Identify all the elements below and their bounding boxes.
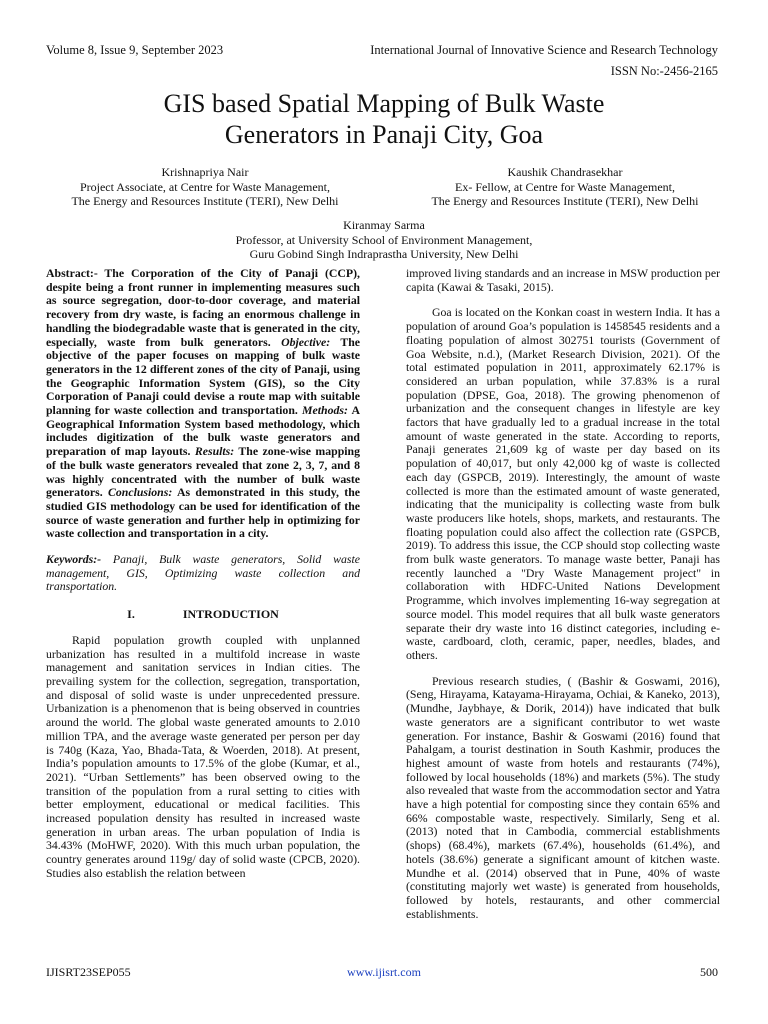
author-affiliation: Project Associate, at Centre for Waste Management, <box>79 179 331 194</box>
keywords <box>46 553 360 594</box>
objective-text: The objective of the paper focuses on mapping of bulk waste generators in the 12 different zones of the city of Panaji, using the Geographic Information System (GIS), so the City Corporation of Panaji could devise a route map with suitable planning for waste collection and transportation. <box>46 334 360 418</box>
continued-paragraph: improved living standards and an increase in MSW production per capita (Kawai & Tasaki, 2015). <box>406 266 720 294</box>
abstract <box>46 267 360 541</box>
author-affiliation: Ex- Fellow, at Centre for Waste Management, <box>455 179 675 194</box>
previous-research-paragraph: Previous research studies, ( (Bashir & Goswami, 2016), (Seng, Hirayama, Katayama-Hirayama, Ochiai, & Kaneko, 2013), (Mundhe, Jaybhaye, & Dorik, 2014)) have indicated that bulk waste generators are a significant contributor to wet waste generation. For instance, Bashir & Goswami (2016) found that Pahalgam, a tourist destination in South Kashmir, produces the highest amount of waste from hotels and restaurants (74%), followed by local households (18%) and markets (5%). The study also revealed that waste from the accommodation sector and Yatra have a high potential for composting since they contain 65% and 66% compostable waste, respectively. Similarly, Seng et al. (2013) noted that in Cambodia, commercial establishments (shops) (68.4%), markets (67.4%), households (61.4%), and hotels (38.6%) generate a significant amount of kitchen waste. Mundhe et al. (2014) observed that in Pune, 40% of waste (constituting majorly wet waste) is generated from households, followed by hotels, restaurants, and other commercial establishments. <box>406 673 720 921</box>
methods-label: Methods: <box>302 403 348 418</box>
journal-url-link[interactable]: www.ijisrt.com <box>347 965 421 979</box>
objective-label: Objective: <box>281 334 331 349</box>
results-label: Results: <box>194 444 235 459</box>
abstract-lead: Abstract:- The Corporation of the City of Panaji (CCP), despite being a front runner in implementing measures such as source segregation, door-to-door coverage, and material recovery from dry waste, is facing an enormous challenge in handling the biodegradable waste that is generated in the city, especially, waste from bulk generators. <box>46 266 360 349</box>
intro-paragraph: Rapid population growth coupled with unplanned urbanization has resulted in a multifold increase in waste management and sanitation services in Indian cities. The prevailing system for the collection, segregation, transportation, and disposal of solid waste is under unprecedented pressure. Urbanization is a phenomenon that is being observed in countries around the world. The global waste generated amounts to 2.010 million TPA, and the average waste generated per person per day is 740g (Kaza, Yao, Bhada-Tata, & Woerden, 2018). At present, India’s population amounts to 17.5% of the globe (Kumar, et al., 2021). “Urban Settlements” has been observed owing to the transition of the population from a rural setting to cities with better employment, educational or medical facilities. This increased population density has resulted in increased waste generation in urban areas. The urban population of India is 34.43% (MoHWF, 2020). With this much urban population, the country generates around 119g/ day of solid waste (CPCB, 2020). Studies also establish the relation between <box>46 632 360 880</box>
journal-name: International Journal of Innovative Science and Research Technology <box>370 43 718 57</box>
conclusions-text: As demonstrated in this study, the studied GIS methodology can be used for identification of the source of waste generation and further help in optimizing for waste collection and transportation in a city. <box>46 485 360 541</box>
page-number: 500 <box>700 965 718 979</box>
author-3 <box>184 218 584 262</box>
title-line-1: GIS based Spatial Mapping of Bulk Waste <box>163 89 605 118</box>
section-title: INTRODUCTION <box>182 607 279 622</box>
author-name: Krishnapriya Nair <box>161 165 249 179</box>
author-2 <box>400 165 730 209</box>
author-1 <box>40 165 370 209</box>
article-code: IJISRT23SEP055 <box>46 965 131 979</box>
section-number: I. <box>127 607 135 622</box>
author-affiliation: The Energy and Resources Institute (TERI), New Delhi <box>431 194 699 208</box>
volume-info: Volume 8, Issue 9, September 2023 <box>46 43 224 57</box>
keywords-label: Keywords:- <box>46 552 102 567</box>
methods-text: A Geographical Information System based methodology, which includes digitization of the bulk waste generators and preparation of map layouts. <box>46 403 360 459</box>
right-column <box>406 267 720 921</box>
results-text: The zone-wise mapping of the bulk waste generators revealed that zone 2, 3, 7, and 8 was highly concentrated with the number of bulk waste generators. <box>46 444 360 500</box>
section-heading <box>46 608 360 622</box>
issn: ISSN No:-2456-2165 <box>610 64 718 78</box>
conclusions-label: Conclusions: <box>108 485 173 500</box>
goa-paragraph: Goa is located on the Konkan coast in western India. It has a population of around Goa’s population is 1458545 residents and a floating population of almost 302751 tourists (Government of Goa Website, n.d.), (Market Research Division, 2021). Of the total estimated population in 2011, approximately 62.17% is considered an urban population, while 37.83% is a rural population (DPSE, Goa, 2018). The growing phenomenon of urbanization and the consequent changes in lifestyle are key factors that have gradually led to a gradual increase in the total amount of waste generated in the state. According to reports, Panaji generates 21,609 kg of waste per day based on its population of 40,017, but only 42,000 kg of waste is collected each day (GSPCB, 2019). Interestingly, the amount of waste collected is more than the estimated amount of waste generated, indicating that the municipality is collecting waste from bulk waste producers like hotels, shops, markets, and restaurants. The floating population could also affect the collection rate (GSPCB, 2019). To address this issue, the CCP should stop collecting waste from bulk waste generators. To manage waste better, Panaji has recently launched a "Dry Waste Management project" in collaboration with HDFC-United Nations Development Programme, which involves implementing 16-way segregation at source model. This model requires that all bulk waste generators separate their dry waste into 16 distinct categories, including e-waste, cardboard, cloth, ceramic, paper, needles, blades, and others. <box>406 305 720 662</box>
keywords-text: Panaji, Bulk waste generators, Solid waste management, GIS, Optimizing waste collection and transportation. <box>46 552 360 594</box>
title-line-2: Generators in Panaji City, Goa <box>224 120 544 149</box>
author-affiliation: Guru Gobind Singh Indraprastha University, New Delhi <box>249 247 519 261</box>
author-affiliation: The Energy and Resources Institute (TERI), New Delhi <box>71 194 339 208</box>
author-name: Kaushik Chandrasekhar <box>507 165 623 179</box>
author-name: Kiranmay Sarma <box>343 218 425 232</box>
left-column <box>46 267 360 881</box>
paper-title <box>0 88 768 150</box>
author-affiliation: Professor, at University School of Environment Management, <box>235 232 533 247</box>
